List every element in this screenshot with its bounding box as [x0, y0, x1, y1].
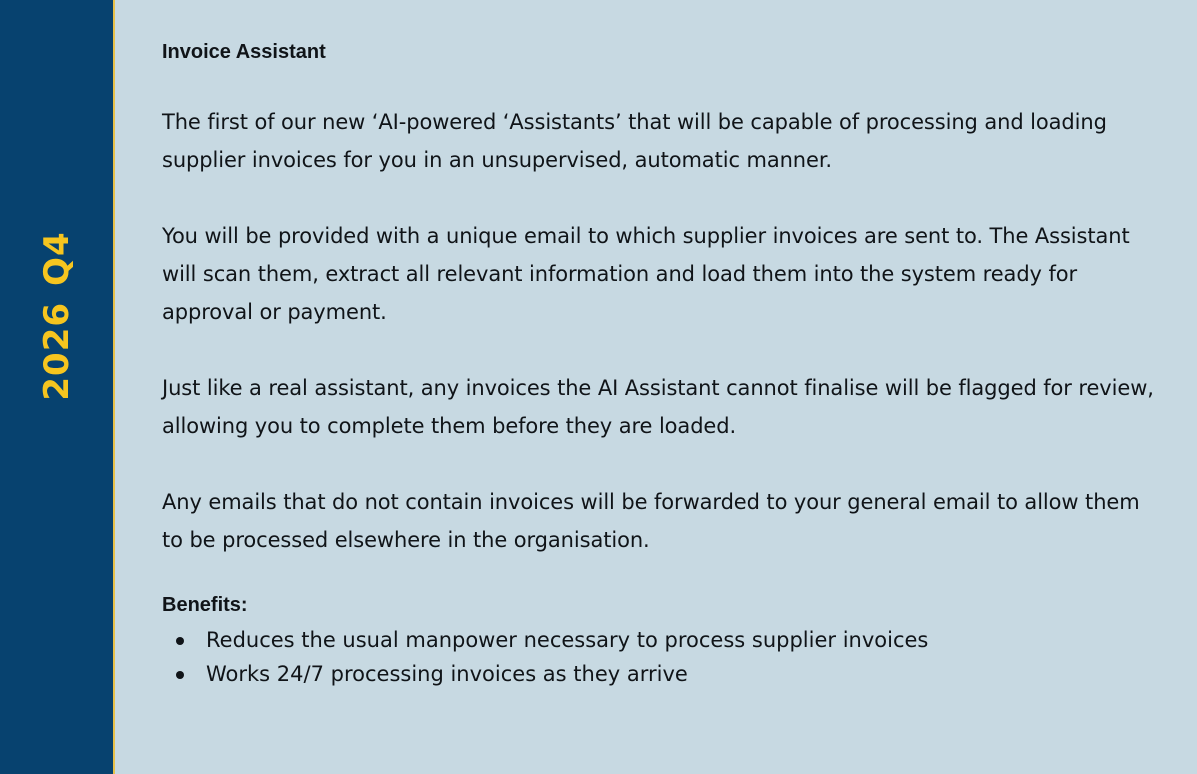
year-label: 2026 — [37, 301, 77, 401]
benefit-text: Works 24/7 processing invoices as they arrive — [206, 662, 688, 686]
benefit-text: Reduces the usual manpower necessary to process supplier invoices — [206, 628, 929, 652]
paragraph-review: Just like a real assistant, any invoices the AI Assistant cannot finalise will be flagged for review, allowing you to complete them before they are loaded. — [162, 376, 1154, 438]
list-item — [162, 657, 1162, 691]
paragraph-email: You will be provided with a unique email to which supplier invoices are sent to. The Assistant will scan them, extract all relevant information and load them into the system ready for approval or payment. — [162, 224, 1130, 324]
section-heading: Invoice Assistant — [162, 41, 326, 63]
benefits-list — [162, 623, 1162, 691]
benefits-heading: Benefits: — [162, 594, 248, 616]
quarter-name: Q4 — [37, 231, 77, 286]
bullet-icon — [176, 671, 184, 679]
sidebar — [0, 0, 115, 774]
content-panel — [162, 38, 1162, 691]
quarter-label — [37, 231, 77, 400]
list-item — [162, 623, 1162, 657]
paragraph-intro: The first of our new ‘AI-powered ‘Assistants’ that will be capable of processing and loading supplier invoices for you in an unsupervised, automatic manner. — [162, 110, 1107, 172]
paragraph-forwarding: Any emails that do not contain invoices will be forwarded to your general email to allow them to be processed elsewhere in the organisation. — [162, 490, 1140, 552]
bullet-icon — [176, 637, 184, 645]
